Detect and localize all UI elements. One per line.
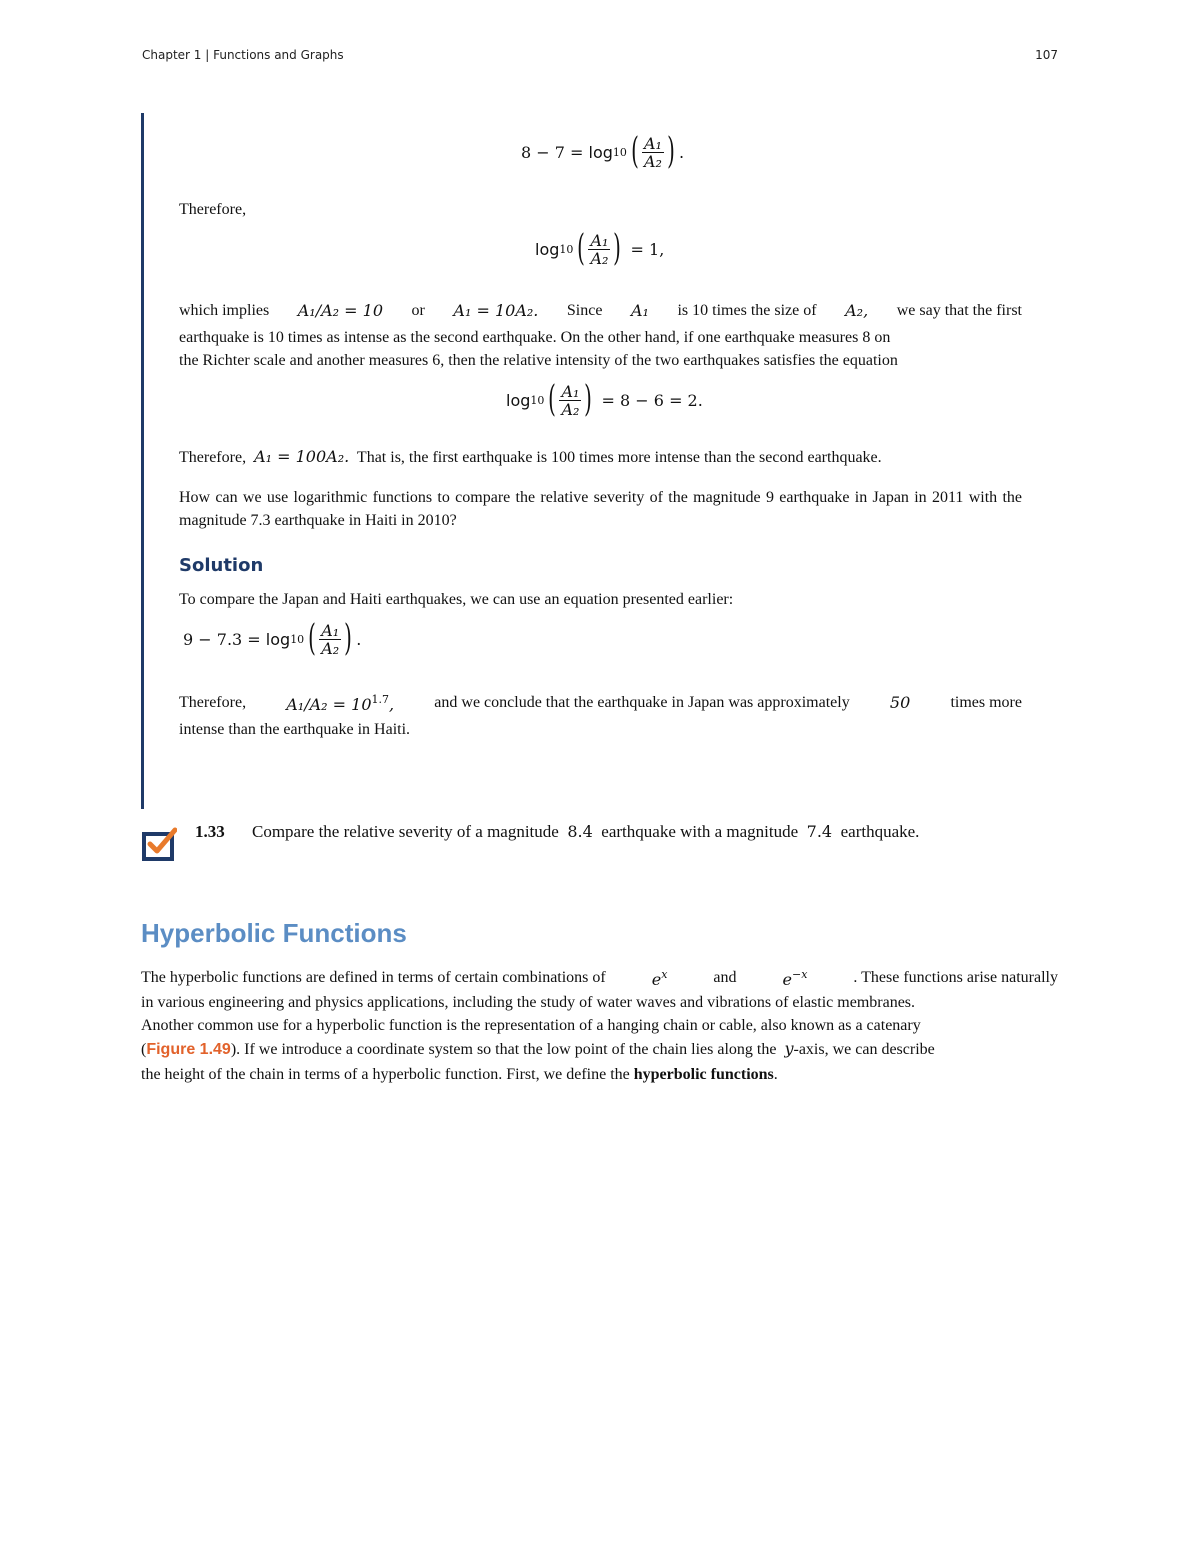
equation-log-equals-2: log 10 ( $\frac{\text{A₁}}{\text{A₂}}$ ) = 8 − 6 = 2.	[506, 379, 703, 420]
equation-9-minus-7-3: 9 − 7.3 = log 10 ( $\frac{\text{A₁}}{\text{A₂}}$ ) .	[183, 618, 362, 659]
running-title: Chapter 1 | Functions and Graphs	[142, 48, 344, 62]
figure-1-49-link[interactable]: Figure 1.49	[146, 1041, 231, 1058]
checkbox-check-icon	[141, 826, 177, 862]
page-header	[142, 48, 1058, 66]
equation-8-minus-7: 8 − 7 = log 10 ( $\frac{\text{A₁}}{\text{A₂}}$ ) .	[521, 131, 685, 172]
paragraph-ratio-explanation: which implies A₁/A₂ = 10 or A₁ = 10A₂. Since A₁ is 10 times the size of A₂, we say that the first earthquake is 10 times as intense as the second earthquake. On the other hand, if one earthquake measures 8 on the Richter scale and another measures 6, then the relative intensity of the two earthquakes satisfies the equation	[179, 300, 1022, 369]
equation-log-equals-1: log 10 ( $\frac{\text{A₁}}{\text{A₂}}$ ) = 1,	[535, 228, 665, 269]
solution-intro: To compare the Japan and Haiti earthquakes, we can use an equation presented earlier:	[179, 591, 734, 608]
example-border	[141, 113, 144, 809]
section-heading: Hyperbolic Functions	[141, 918, 407, 948]
checkpoint-number: 1.33	[195, 822, 225, 841]
example-question: How can we use logarithmic functions to compare the relative severity of the magnitude 9 earthquake in Japan in 2011 with the magnitude 7.3 earthquake in Haiti in 2010?	[179, 489, 1022, 529]
paragraph-100-times: Therefore, A₁ = 100A₂. That is, the first earthquake is 100 times more intense than the second earthquake.	[179, 447, 882, 466]
therefore-text: Therefore,	[179, 201, 247, 218]
page-number: 107	[1035, 48, 1058, 62]
paragraph-conclusion: Therefore, $A_1/A_2 = 10^{1.7}$, and we conclude that the earthquake in Japan was approximately 50 times more intense than the earthquake in Haiti.	[179, 692, 1022, 738]
solution-heading: Solution	[179, 555, 264, 576]
checkpoint-text: Compare the relative severity of a magnitude 8.4 earthquake with a magnitude 7.4 earthquake.	[252, 822, 920, 841]
hyperbolic-intro-paragraph: The hyperbolic functions are defined in terms of certain combinations of $e^x$ and $e^{-x}$ . These functions arise naturally in various engineering and physics applications, including the study of water waves and vibrations of elastic membranes. Another common use for a hyperbolic function is the representation of a hanging chain or cable, also known as a catenary (Figure 1.49). If we introduce a coordinate system so that the low point of the chain lies along the y-axis, we can describe the height of the chain in terms of a hyperbolic function. First, we define the hyperbolic functions.	[141, 968, 1058, 1083]
hyperbolic-functions-term: hyperbolic functions	[633, 1066, 774, 1083]
